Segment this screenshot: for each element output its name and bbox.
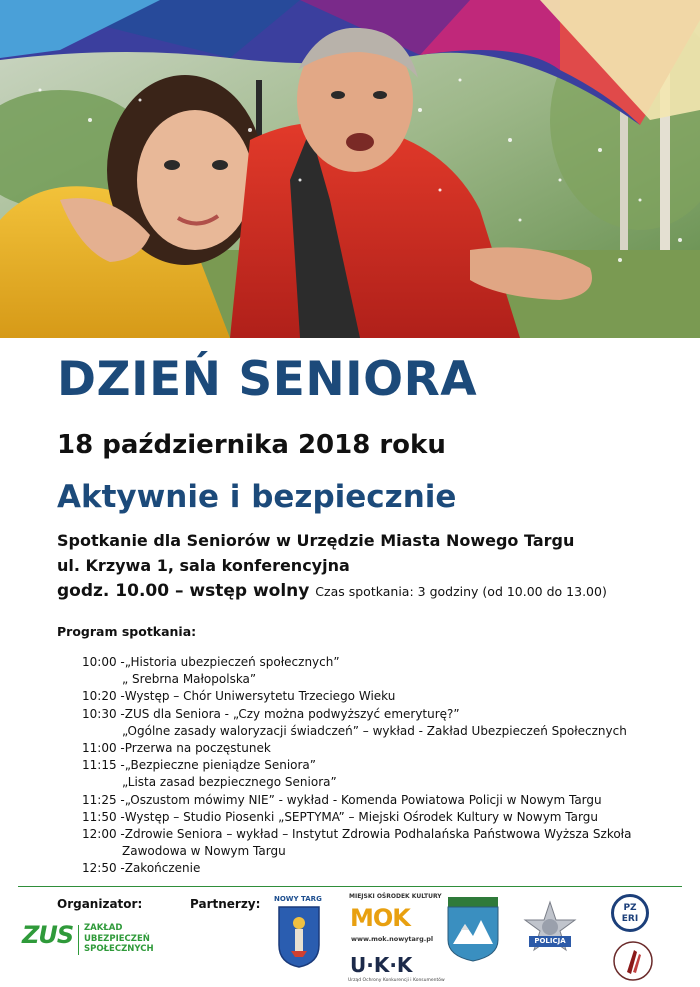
page-title: DZIEŃ SENIORA xyxy=(57,352,478,407)
program-time: 11:50 - xyxy=(82,809,125,824)
program-item xyxy=(82,706,682,740)
zus-line-1: ZAKŁAD xyxy=(84,923,123,933)
nowy-targ-crest-icon xyxy=(277,905,321,969)
program-time: 11:15 - xyxy=(82,758,125,773)
program-text: „Bezpieczne pieniądze Seniora” xyxy=(124,758,316,773)
program-item xyxy=(82,809,682,826)
program-time: 10:00 - xyxy=(82,655,125,669)
program-text-cont: „ Srebrna Małopolska” xyxy=(122,672,257,687)
program-text-cont: „Ogólne zasady waloryzacji świadczeń” – wykład - Zakład Ubezpieczeń Społecznych xyxy=(122,723,627,738)
program-time: 12:50 - xyxy=(82,861,125,876)
uokik-logo: U·K·K xyxy=(350,953,413,977)
program-text: Zdrowie Seniora – wykład – Instytut Zdrowia Podhalańska Państwowa Wyższa Szkoła xyxy=(124,827,632,842)
seniors-umbrella-illustration xyxy=(0,0,700,338)
program-time: 10:30 - xyxy=(82,706,125,721)
info-duration: Czas spotkania: 3 godziny (od 10.00 do 13.00) xyxy=(315,584,607,599)
program-text-cont: „Lista zasad bezpiecznego Seniora” xyxy=(122,775,337,790)
pz-line-2: ERI xyxy=(621,914,639,924)
info-time-main: godz. 10.00 – wstęp wolny xyxy=(57,581,310,601)
organizer-label: Organizator: xyxy=(57,897,143,911)
program-item xyxy=(82,740,682,757)
program-text: Występ – Chór Uniwersytetu Trzeciego Wieku xyxy=(124,689,396,704)
info-time xyxy=(57,580,607,603)
mok-caption: MIEJSKI OŚRODEK KULTURY xyxy=(349,893,442,900)
info-venue: Spotkanie dla Seniorów w Urzędzie Miasta Nowego Targu xyxy=(57,531,575,550)
program-item xyxy=(82,757,682,791)
event-subtitle: Aktywnie i bezpiecznie xyxy=(57,479,457,515)
pz-eri-logo xyxy=(611,894,649,932)
zus-line-2: UBEZPIECZEŃ xyxy=(84,933,150,944)
program-time: 10:20 - xyxy=(82,689,125,704)
policja-star-icon xyxy=(521,900,579,958)
mok-url: www.mok.nowytarg.pl xyxy=(351,935,434,943)
event-date: 18 października 2018 roku xyxy=(57,430,446,460)
mok-logo: MOK xyxy=(350,904,410,932)
zus-logo-text xyxy=(84,923,154,955)
utw-seal-icon xyxy=(612,940,654,982)
zus-logo xyxy=(22,921,162,961)
program-list xyxy=(82,654,682,878)
podhalanska-pwsz-emblem-icon xyxy=(447,896,499,962)
program-item xyxy=(82,860,682,877)
uokik-caption: Urząd Ochrony Konkurencji i Konsumentów xyxy=(348,978,445,983)
program-text: Zakończenie xyxy=(124,861,201,876)
hero-photo xyxy=(0,0,700,338)
program-text: Przerwa na poczęstunek xyxy=(124,741,271,756)
program-time: 11:25 - xyxy=(82,792,125,807)
program-item xyxy=(82,688,682,705)
pz-line-1: PZ xyxy=(623,903,637,913)
info-address: ul. Krzywa 1, sala konferencyjna xyxy=(57,556,350,575)
policja-label: POLICJA xyxy=(529,936,571,947)
nowy-targ-label: NOWY TARG xyxy=(274,895,322,903)
program-text-cont: Zawodowa w Nowym Targu xyxy=(122,844,286,859)
zus-logo-divider xyxy=(78,925,79,955)
program-text: „Oszustom mówimy NIE” - wykład - Komenda Powiatowa Policji w Nowym Targu xyxy=(124,792,602,807)
program-item xyxy=(82,792,682,809)
program-time: 11:00 - xyxy=(82,741,125,756)
program-text: Występ – Studio Piosenki „SEPTYMA” – Miejski Ośrodek Kultury w Nowym Targu xyxy=(124,809,598,824)
zus-line-3: SPOŁECZNYCH xyxy=(84,944,154,954)
program-time: 12:00 - xyxy=(82,827,125,842)
footer-divider xyxy=(18,886,682,887)
program-text: „Historia ubezpieczeń społecznych” xyxy=(124,655,340,669)
partners-label: Partnerzy: xyxy=(190,897,261,911)
program-heading: Program spotkania: xyxy=(57,624,197,639)
program-item xyxy=(82,654,682,688)
program-text: ZUS dla Seniora - „Czy można podwyższyć emeryturę?” xyxy=(124,706,460,721)
zus-logo-mark: ZUS xyxy=(22,921,74,949)
program-item xyxy=(82,826,682,860)
